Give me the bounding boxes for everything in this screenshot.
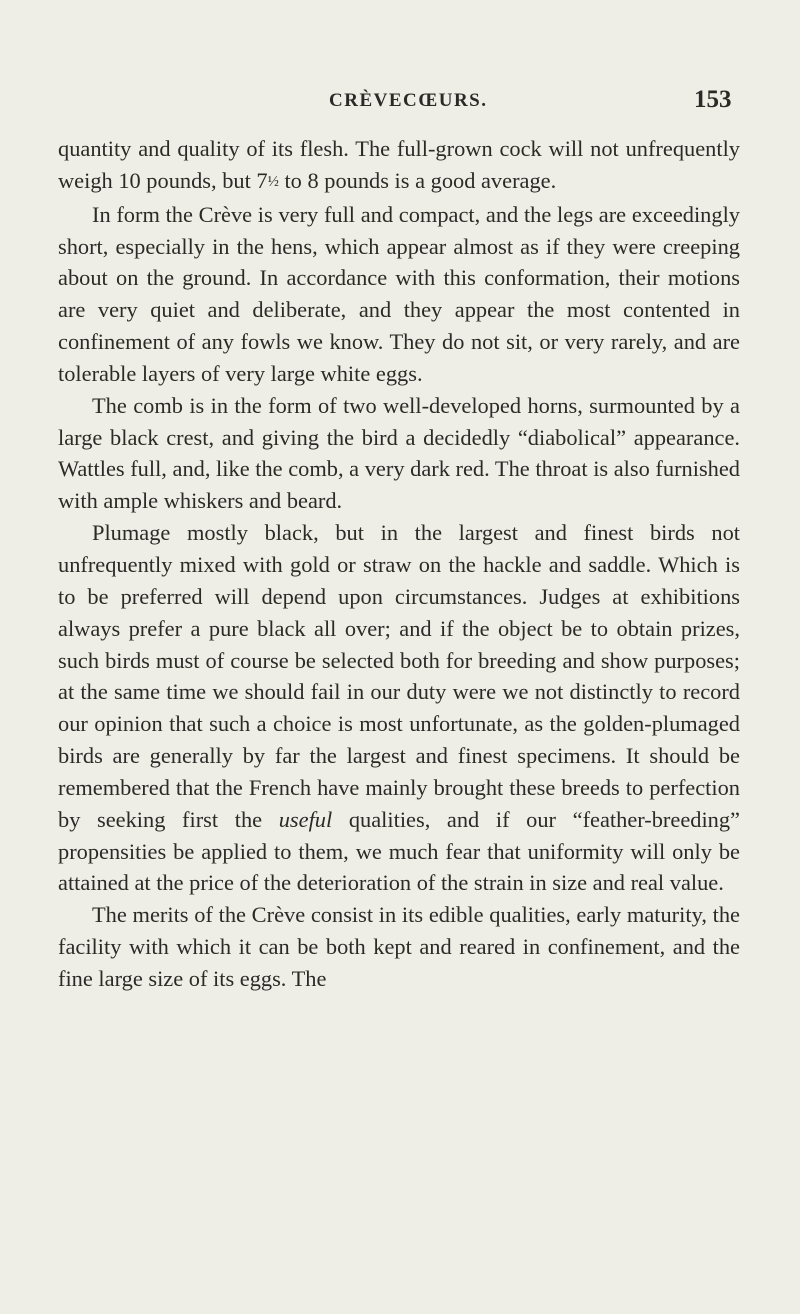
text-run: The comb is in the form of two well-developed horns, surmounted by a large black crest, and giving the bird a decidedly “diabolical” appearance. Wattles full, and, like the comb, a very dark red. The throat is also furnished with ample whiskers and beard. <box>58 392 740 514</box>
text-run: The merits of the Crève consist in its edible qualities, early maturity, the facility with which it can be both kept and reared in confinement, and the fine large size of its eggs. The <box>58 902 740 991</box>
running-head <box>0 86 800 116</box>
paragraph <box>58 899 740 995</box>
text-run: Plumage mostly black, but in the largest and finest birds not unfrequently mixed with gold or straw on the hackle and saddle. Which is to be preferred will depend upon circumstances. Judges at exhibitions always prefer a pure black all over; and if the object be to obtain prizes, such birds must of course be selected both for breeding and show purposes; at the same time we should fail in our duty were we not distinctly to record our opinion that such a choice is most unfortunate, as the golden-plumaged birds are generally by far the largest and finest specimens. It should be remembered that the French have mainly brought these breeds to perfection by seeking first the <box>58 520 740 832</box>
fraction-text: ½ <box>267 173 279 190</box>
paragraph <box>58 517 740 899</box>
paragraph <box>58 199 740 390</box>
paragraph <box>58 390 740 517</box>
text-run: In form the Crève is very full and compact, and the legs are exceedingly short, especially in the hens, which appear almost as if they were creeping about on the ground. In accordance with this conformation, their motions are very quiet and deliberate, and they appear the most contented in confinement of any fowls we know. They do not sit, or very rarely, and are tolerable layers of very large white eggs. <box>58 201 740 386</box>
text-run: to 8 pounds is a good average. <box>278 167 557 193</box>
running-title: CRÈVECŒURS. <box>329 90 488 111</box>
text-run: quantity and quality of its flesh. The full-grown cock will not unfrequently weigh 10 pounds, but 7 <box>58 136 740 193</box>
text-run: qualities, and if our “feather-breeding” propensities be applied to them, we much fear that uniformity will only be attained at the price of the deterioration of the strain in size and real value. <box>58 806 740 896</box>
page-number: 153 <box>694 86 732 113</box>
italic-text: useful <box>278 806 333 832</box>
body-text <box>58 133 740 995</box>
paragraph <box>58 133 740 199</box>
